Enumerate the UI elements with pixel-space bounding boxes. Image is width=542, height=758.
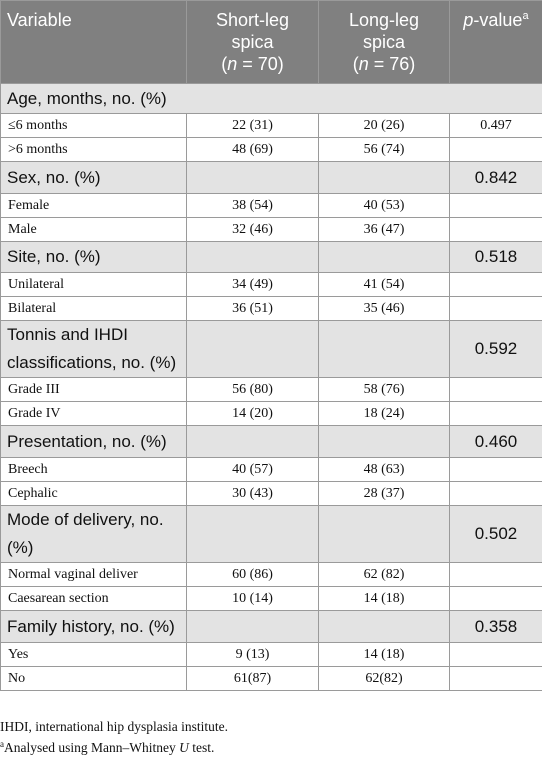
- row-label: Breech: [1, 458, 187, 482]
- section-row: [1, 506, 542, 563]
- short-leg-value: 9 (13): [187, 643, 319, 667]
- row-p-value: [450, 563, 542, 587]
- section-label: Tonnis and IHDI classifications, no. (%): [1, 321, 187, 378]
- table-row: [1, 458, 542, 482]
- long-leg-value: 48 (63): [319, 458, 450, 482]
- table-row: [1, 218, 542, 242]
- row-p-value: [450, 402, 542, 426]
- section-row: [1, 426, 542, 458]
- table-row: [1, 378, 542, 402]
- row-label: Male: [1, 218, 187, 242]
- row-label: >6 months: [1, 138, 187, 162]
- table-row: [1, 563, 542, 587]
- table-row: [1, 114, 542, 138]
- row-label: Bilateral: [1, 297, 187, 321]
- section-row: [1, 242, 542, 273]
- table-row: [1, 194, 542, 218]
- section-row: [1, 321, 542, 378]
- section-p-value: 0.842: [450, 162, 542, 194]
- section-empty-cell: [319, 242, 450, 273]
- long-leg-value: 62(82): [319, 667, 450, 691]
- section-empty-cell: [319, 506, 450, 563]
- header-short-leg-line2: spica: [231, 32, 274, 52]
- row-p-value: [450, 297, 542, 321]
- short-leg-value: 48 (69): [187, 138, 319, 162]
- short-leg-value: 22 (31): [187, 114, 319, 138]
- row-label: Female: [1, 194, 187, 218]
- short-leg-value: 10 (14): [187, 587, 319, 611]
- section-label: Presentation, no. (%): [1, 426, 187, 458]
- table-body: [1, 84, 542, 691]
- short-leg-value: 60 (86): [187, 563, 319, 587]
- table-row: [1, 297, 542, 321]
- table-row: [1, 482, 542, 506]
- header-short-leg-n: (n = 70): [221, 54, 284, 74]
- header-long-leg-spica: [319, 1, 450, 84]
- row-p-value: [450, 273, 542, 297]
- long-leg-value: 40 (53): [319, 194, 450, 218]
- row-label: ≤6 months: [1, 114, 187, 138]
- section-empty-cell: [187, 611, 319, 643]
- row-label: No: [1, 667, 187, 691]
- header-long-leg-line1: Long-leg: [348, 10, 420, 30]
- row-p-value: [450, 378, 542, 402]
- table-row: [1, 402, 542, 426]
- row-p-value: [450, 643, 542, 667]
- section-empty-cell: [319, 426, 450, 458]
- section-p-value: 0.518: [450, 242, 542, 273]
- section-row: [1, 611, 542, 643]
- row-label: Grade III: [1, 378, 187, 402]
- header-p-value: p-value$^a$: [450, 1, 542, 84]
- header-short-leg-line1: Short-leg: [215, 10, 290, 30]
- table-row: [1, 667, 542, 691]
- short-leg-value: 34 (49): [187, 273, 319, 297]
- header-long-leg-line2: spica: [362, 32, 406, 52]
- long-leg-value: 20 (26): [319, 114, 450, 138]
- short-leg-value: 32 (46): [187, 218, 319, 242]
- row-p-value: [450, 482, 542, 506]
- table-footnotes: [0, 716, 542, 758]
- section-p-value: 0.460: [450, 426, 542, 458]
- table-row: [1, 138, 542, 162]
- section-p-value: 0.592: [450, 321, 542, 378]
- section-label: Mode of delivery, no. (%): [1, 506, 187, 563]
- section-empty-cell: [187, 162, 319, 194]
- section-label: Family history, no. (%): [1, 611, 187, 643]
- row-label: Cephalic: [1, 482, 187, 506]
- short-leg-value: 36 (51): [187, 297, 319, 321]
- long-leg-value: 41 (54): [319, 273, 450, 297]
- row-p-value: 0.497: [450, 114, 542, 138]
- row-label: Caesarean section: [1, 587, 187, 611]
- row-p-value: [450, 667, 542, 691]
- long-leg-value: 18 (24): [319, 402, 450, 426]
- section-label: Age, months, no. (%): [1, 84, 542, 114]
- section-empty-cell: [187, 506, 319, 563]
- row-p-value: [450, 138, 542, 162]
- table-row: [1, 643, 542, 667]
- row-p-value: [450, 218, 542, 242]
- section-row: [1, 162, 542, 194]
- short-leg-value: 61(87): [187, 667, 319, 691]
- header-short-leg-spica: [187, 1, 319, 84]
- short-leg-value: 30 (43): [187, 482, 319, 506]
- row-label: Normal vaginal deliver: [1, 563, 187, 587]
- long-leg-value: 58 (76): [319, 378, 450, 402]
- row-label: Unilateral: [1, 273, 187, 297]
- long-leg-value: 14 (18): [319, 587, 450, 611]
- long-leg-value: 35 (46): [319, 297, 450, 321]
- section-p-value: 0.358: [450, 611, 542, 643]
- section-empty-cell: [319, 162, 450, 194]
- section-empty-cell: [187, 426, 319, 458]
- table-row: [1, 587, 542, 611]
- long-leg-value: 62 (82): [319, 563, 450, 587]
- long-leg-value: 28 (37): [319, 482, 450, 506]
- section-empty-cell: [187, 321, 319, 378]
- long-leg-value: 36 (47): [319, 218, 450, 242]
- long-leg-value: 14 (18): [319, 643, 450, 667]
- section-empty-cell: [319, 321, 450, 378]
- section-label: Site, no. (%): [1, 242, 187, 273]
- short-leg-value: 40 (57): [187, 458, 319, 482]
- section-empty-cell: [187, 242, 319, 273]
- row-p-value: [450, 587, 542, 611]
- section-p-value: 0.502: [450, 506, 542, 563]
- header-variable: Variable: [1, 1, 187, 84]
- table-header-row: [1, 1, 542, 84]
- short-leg-value: 14 (20): [187, 402, 319, 426]
- section-empty-cell: [319, 611, 450, 643]
- header-long-leg-n: (n = 76): [352, 54, 416, 74]
- long-leg-value: 56 (74): [319, 138, 450, 162]
- section-row: [1, 84, 542, 114]
- row-p-value: [450, 194, 542, 218]
- short-leg-value: 56 (80): [187, 378, 319, 402]
- table-row: [1, 273, 542, 297]
- footnote-abbreviation: IHDI, international hip dysplasia institute.: [0, 719, 228, 734]
- row-p-value: [450, 458, 542, 482]
- footnote-test: $^a$Analysed using Mann–Whitney U test.: [0, 739, 215, 755]
- row-label: Yes: [1, 643, 187, 667]
- row-label: Grade IV: [1, 402, 187, 426]
- section-label: Sex, no. (%): [1, 162, 187, 194]
- short-leg-value: 38 (54): [187, 194, 319, 218]
